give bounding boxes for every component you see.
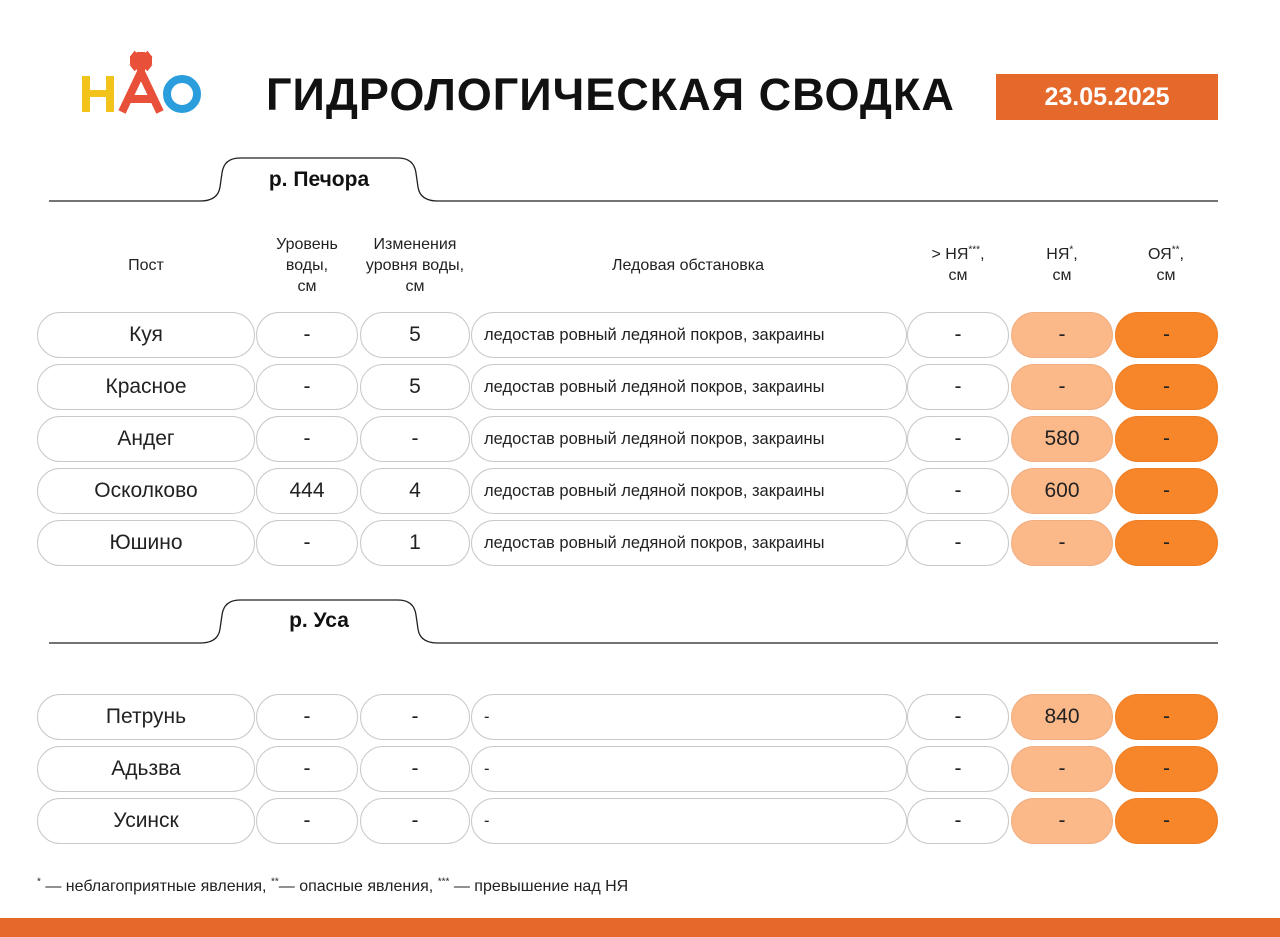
cell-ny: -	[1011, 798, 1113, 844]
table-row	[0, 694, 1280, 740]
cell-ice: ледостав ровный ледяной покров, закраины	[471, 312, 907, 358]
cell-change: -	[360, 694, 470, 740]
cell-ice: -	[471, 798, 907, 844]
cell-ice: ледостав ровный ледяной покров, закраины	[471, 364, 907, 410]
nao-logo	[80, 50, 205, 118]
cell-post: Усинск	[37, 798, 255, 844]
cell-change: 1	[360, 520, 470, 566]
col-header-change: Изменения уровня воды, см	[365, 236, 465, 295]
logo-letter-a	[122, 52, 160, 112]
table-row	[0, 746, 1280, 792]
table-row	[0, 798, 1280, 844]
cell-ny: 840	[1011, 694, 1113, 740]
cell-over-ny: -	[907, 416, 1009, 462]
table-row	[0, 416, 1280, 462]
cell-change: -	[360, 798, 470, 844]
table-row	[0, 364, 1280, 410]
cell-ny: 600	[1011, 468, 1113, 514]
cell-over-ny: -	[907, 520, 1009, 566]
cell-over-ny: -	[907, 364, 1009, 410]
cell-ny: 580	[1011, 416, 1113, 462]
cell-change: 5	[360, 312, 470, 358]
cell-level: -	[256, 694, 358, 740]
cell-ice: ледостав ровный ледяной покров, закраины	[471, 468, 907, 514]
table-row	[0, 468, 1280, 514]
cell-post: Андег	[37, 416, 255, 462]
cell-over-ny: -	[907, 746, 1009, 792]
cell-oy: -	[1115, 520, 1218, 566]
cell-post: Красное	[37, 364, 255, 410]
cell-over-ny: -	[907, 798, 1009, 844]
cell-over-ny: -	[907, 312, 1009, 358]
footnote: * — неблагоприятные явления, **— опасные явления, *** — превышение над НЯ	[37, 876, 629, 895]
cell-post: Осколково	[37, 468, 255, 514]
col-header-post: Пост	[128, 256, 164, 274]
cell-level: -	[256, 312, 358, 358]
cell-over-ny: -	[907, 694, 1009, 740]
cell-ice: ледостав ровный ледяной покров, закраины	[471, 416, 907, 462]
cell-oy: -	[1115, 312, 1218, 358]
cell-oy: -	[1115, 694, 1218, 740]
table-row	[0, 312, 1280, 358]
cell-level: -	[256, 416, 358, 462]
cell-ice: -	[471, 746, 907, 792]
section-tab-usa	[0, 597, 1280, 647]
cell-oy: -	[1115, 468, 1218, 514]
cell-ice: -	[471, 694, 907, 740]
col-header-level: Уровень воды, см	[276, 236, 338, 295]
bottom-accent-bar	[0, 918, 1280, 937]
cell-level: -	[256, 798, 358, 844]
cell-level: -	[256, 746, 358, 792]
cell-post: Куя	[37, 312, 255, 358]
cell-ny: -	[1011, 520, 1113, 566]
page-title: ГИДРОЛОГИЧЕСКАЯ СВОДКА	[266, 69, 955, 120]
cell-over-ny: -	[907, 468, 1009, 514]
river-label: р. Печора	[268, 168, 370, 191]
cell-level: -	[256, 364, 358, 410]
cell-ny: -	[1011, 364, 1113, 410]
cell-change: 5	[360, 364, 470, 410]
col-header-ice: Ледовая обстановка	[611, 256, 765, 274]
col-header-over-ny: > НЯ***, см	[931, 244, 985, 284]
cell-oy: -	[1115, 798, 1218, 844]
cell-post: Юшино	[37, 520, 255, 566]
cell-change: -	[360, 746, 470, 792]
section-tab-pechora	[0, 155, 1280, 205]
date-badge: 23.05.2025	[996, 74, 1218, 120]
cell-oy: -	[1115, 364, 1218, 410]
col-header-oy: ОЯ**, см	[1148, 244, 1184, 284]
col-header-ny: НЯ*, см	[1046, 244, 1078, 284]
table-row	[0, 520, 1280, 566]
cell-post: Петрунь	[37, 694, 255, 740]
cell-oy: -	[1115, 746, 1218, 792]
cell-ny: -	[1011, 312, 1113, 358]
cell-level: -	[256, 520, 358, 566]
cell-ice: ледостав ровный ледяной покров, закраины	[471, 520, 907, 566]
cell-change: 4	[360, 468, 470, 514]
river-label: р. Уса	[289, 609, 349, 632]
cell-change: -	[360, 416, 470, 462]
logo-letter-o	[167, 79, 197, 109]
logo-letter-n	[82, 76, 114, 112]
cell-level: 444	[256, 468, 358, 514]
cell-ny: -	[1011, 746, 1113, 792]
cell-oy: -	[1115, 416, 1218, 462]
cell-post: Адьзва	[37, 746, 255, 792]
